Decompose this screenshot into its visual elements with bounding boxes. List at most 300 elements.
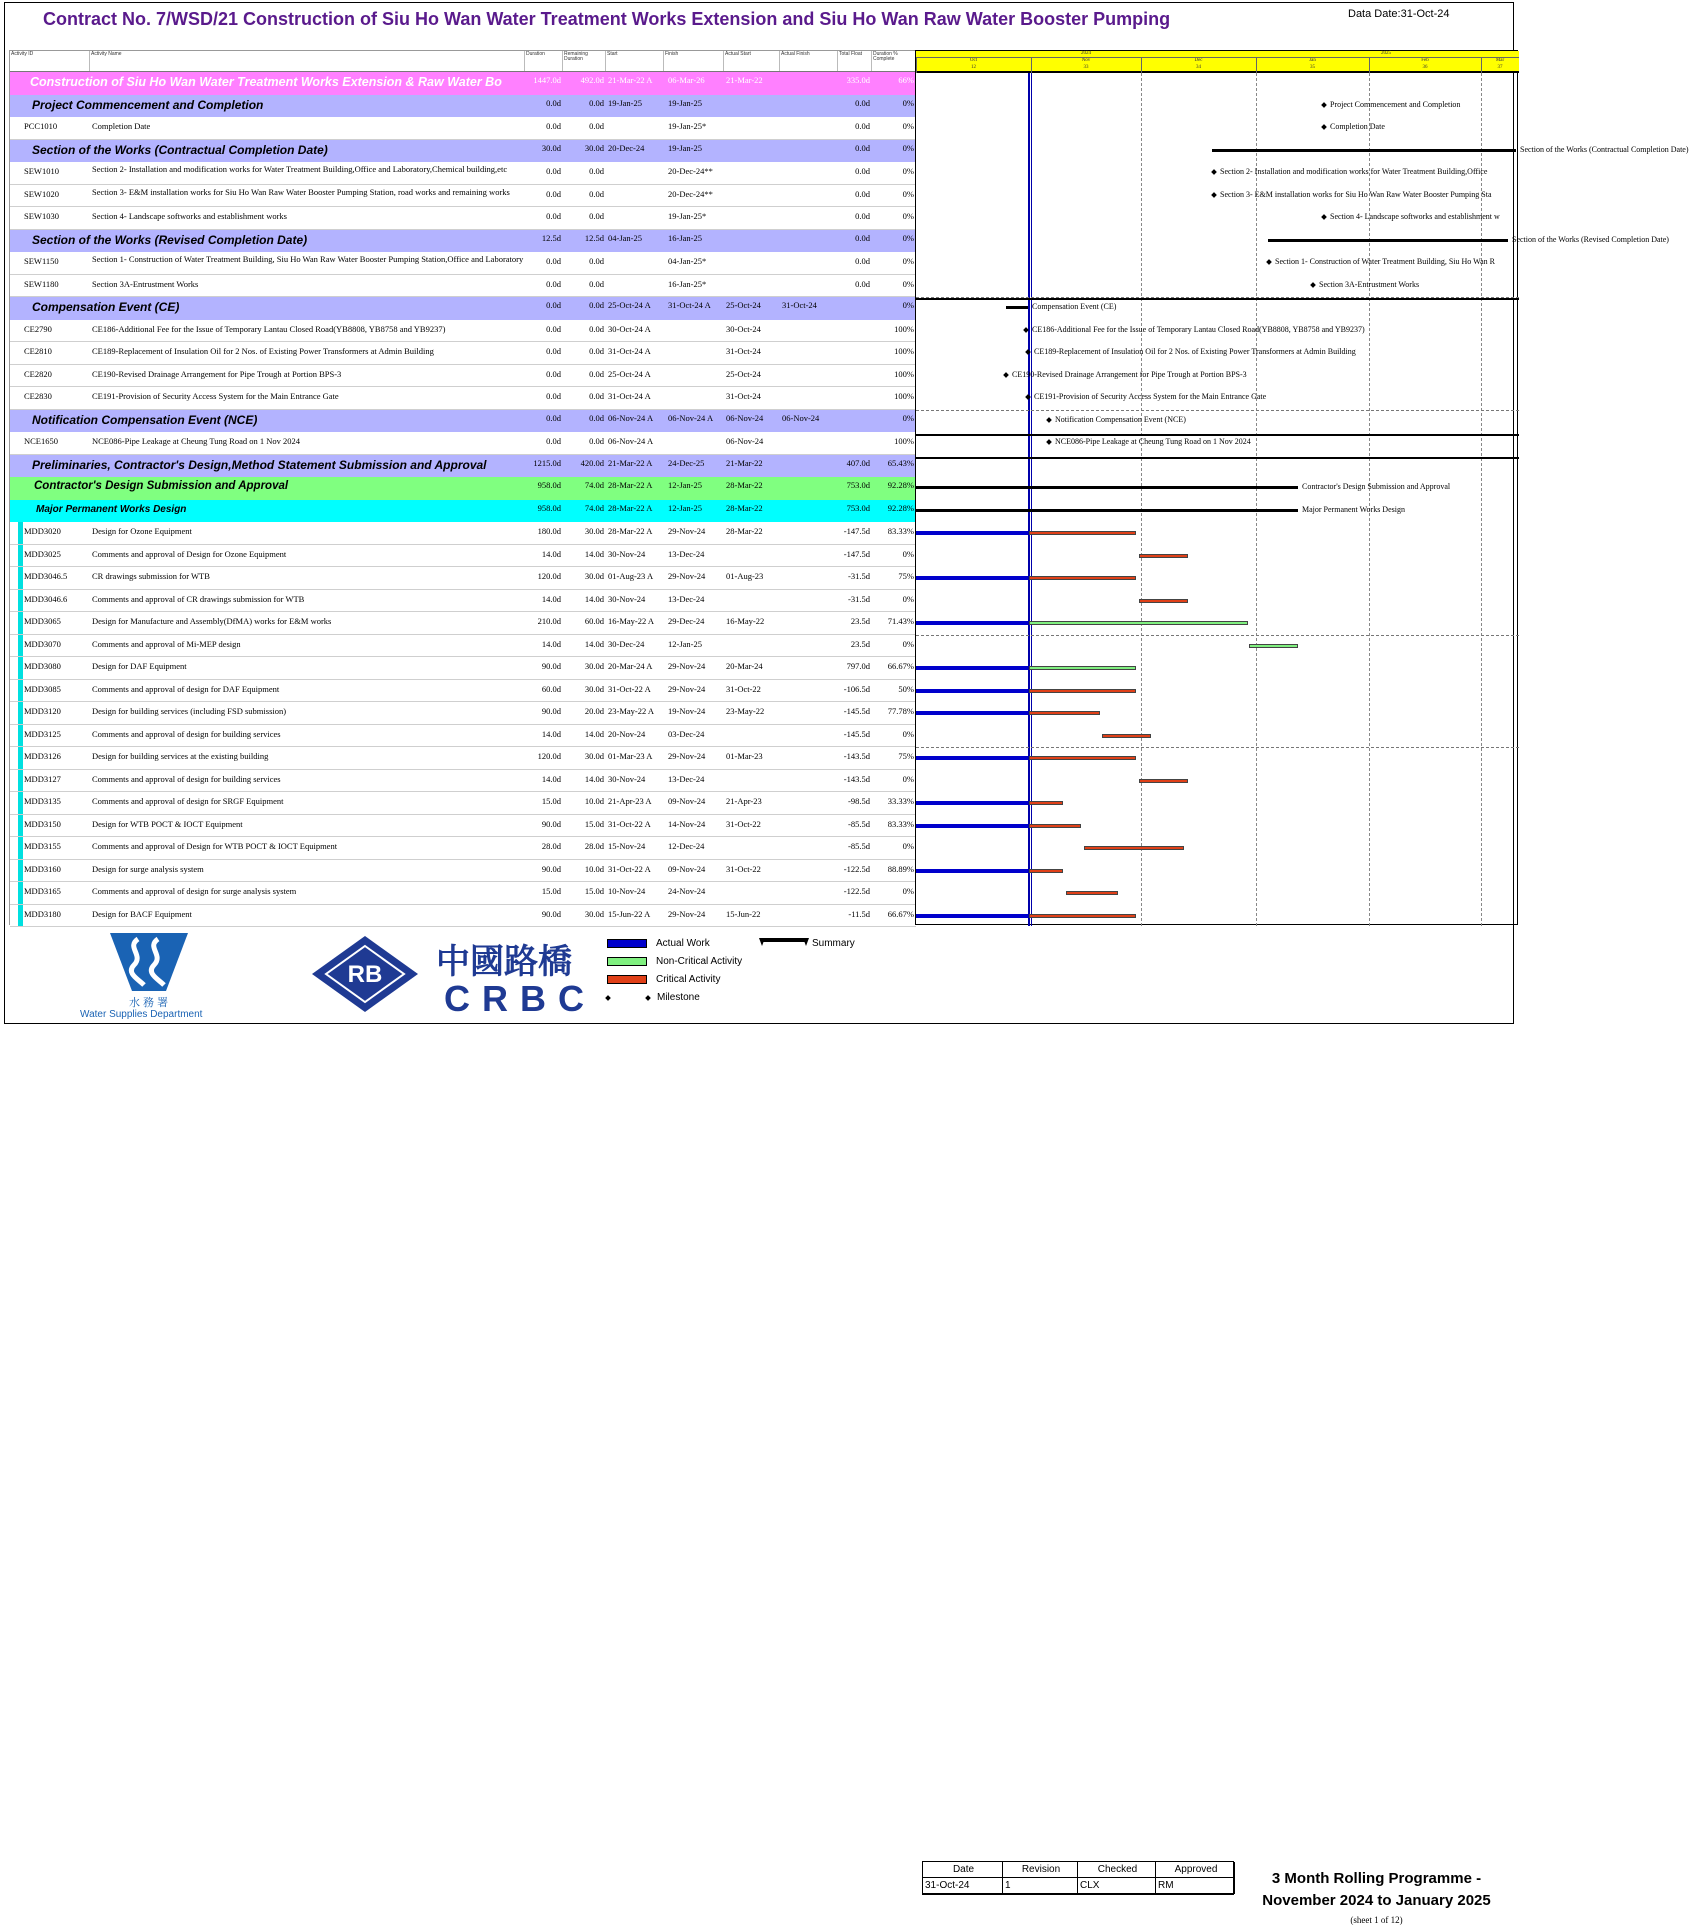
cell-rem: 74.0d <box>584 502 604 513</box>
cell-tf: 753.0d <box>846 480 870 490</box>
table-row[interactable] <box>10 747 916 770</box>
cell-name: Section of the Works (Revised Completion Date) <box>32 232 308 247</box>
wbs-band-row[interactable] <box>10 500 916 523</box>
critical-activity-bar[interactable] <box>1066 891 1118 895</box>
cell-tf <box>838 320 872 342</box>
cell-name: Section of the Works (Contractual Completion Date) <box>32 142 328 157</box>
actual-work-bar[interactable] <box>916 756 1028 760</box>
cell-tf: 0.0d <box>855 232 870 243</box>
cell-finish <box>664 387 724 409</box>
actual-work-bar[interactable] <box>916 666 1028 670</box>
table-row[interactable] <box>10 905 916 928</box>
cell-start: 10-Nov-24 <box>608 886 646 896</box>
summary-bar[interactable] <box>916 509 1298 512</box>
cell-as: 31-Oct-24 <box>726 346 761 356</box>
milestone-icon[interactable] <box>1321 102 1327 108</box>
cell-finish: 12-Jan-25 <box>668 638 702 649</box>
cell-finish: 06-Nov-24 A <box>668 412 714 423</box>
cell-dur: 1215.0d <box>533 457 561 468</box>
cell-as <box>724 252 780 274</box>
table-row[interactable] <box>10 545 916 568</box>
column-header: Activity Name <box>90 51 525 72</box>
table-row[interactable] <box>10 522 916 545</box>
wbs-band-row[interactable] <box>10 297 916 320</box>
table-row[interactable] <box>10 365 916 388</box>
gantt-separator <box>916 457 1519 459</box>
milestone-icon[interactable] <box>1046 417 1052 423</box>
timescale-tick <box>1369 57 1370 73</box>
cell-name: Section 3- E&M installation works for Siu Ho Wan Raw Water Booster Pumping Station, road works and remaining works <box>92 186 510 197</box>
timescale-week: 35 <box>1310 65 1315 70</box>
cell-af <box>780 230 838 253</box>
critical-activity-bar[interactable] <box>1084 846 1184 850</box>
gantt-gridline <box>1369 73 1370 926</box>
cell-pct: 0% <box>902 121 914 131</box>
cell-pct: 83.33% <box>887 526 914 536</box>
cell-pct: 0% <box>902 166 914 176</box>
wbs-band-row[interactable] <box>10 72 916 95</box>
cell-name: Preliminaries, Contractor's Design,Method Statement Submission and Approval <box>32 457 487 472</box>
cell-tf <box>838 365 872 387</box>
gantt-label: CE186-Additional Fee for the Issue of Temporary Lantau Closed Road(YB8808, YB8758 and YB9237) <box>1032 324 1365 334</box>
cell-start: 04-Jan-25 <box>608 232 642 243</box>
cell-finish: 09-Nov-24 <box>668 796 706 806</box>
cell-as: 21-Mar-22 <box>726 75 763 85</box>
cell-tf <box>838 387 872 409</box>
cell-tf: -11.5d <box>848 908 870 919</box>
wbs-band-row[interactable] <box>10 140 916 163</box>
cell-start: 31-Oct-22 A <box>608 863 651 874</box>
gantt-gridline <box>1141 73 1142 926</box>
milestone-icon[interactable] <box>1046 439 1052 445</box>
cell-tf: 0.0d <box>855 97 870 108</box>
wbs-band-row[interactable] <box>10 455 916 478</box>
cell-dur: 14.0d <box>541 728 561 739</box>
critical-activity-bar[interactable] <box>1029 689 1136 693</box>
cell-as: 28-Mar-22 <box>726 502 763 513</box>
critical-activity-bar[interactable] <box>1029 531 1136 535</box>
table-row[interactable] <box>10 680 916 703</box>
cell-af <box>780 477 838 500</box>
cell-af <box>780 275 838 297</box>
gantt-label: Section 1- Construction of Water Treatment Building, Siu Ho Wan R <box>1275 257 1495 266</box>
critical-activity-bar[interactable] <box>1139 779 1188 783</box>
cell-name: Comments and approval of design for SRGF Equipment <box>92 796 284 806</box>
cell-name: Section 4- Landscape softworks and establishment works <box>92 211 287 221</box>
cell-start: 20-Nov-24 <box>608 728 646 739</box>
gantt-chart <box>915 50 1689 925</box>
cell-name: Compensation Event (CE) <box>32 300 180 314</box>
cell-af <box>780 252 838 274</box>
programme-sheet <box>4 2 1689 1024</box>
cell-finish: 20-Dec-24** <box>668 188 713 199</box>
cell-dur: 0.0d <box>546 412 561 423</box>
summary-bar[interactable] <box>1212 149 1516 152</box>
table-row[interactable] <box>10 275 916 298</box>
revision-value: CLX <box>1078 1878 1156 1894</box>
cell-pct: 100% <box>894 368 914 379</box>
cell-pct: 0% <box>902 232 914 243</box>
cell-tf: 23.5d <box>850 616 870 626</box>
milestone-icon[interactable] <box>1211 169 1217 175</box>
cell-dur: 0.0d <box>546 323 561 334</box>
cell-name: Major Permanent Works Design <box>36 503 187 515</box>
cell-as: 20-Mar-24 <box>726 661 763 671</box>
cell-af <box>780 612 838 634</box>
cell-rem: 0.0d <box>589 166 604 176</box>
timescale-tick <box>1031 57 1032 73</box>
actual-work-bar[interactable] <box>916 869 1028 873</box>
cell-name: Comments and approval of design for surge analysis system <box>92 886 297 896</box>
gantt-label: Contractor's Design Submission and Approval <box>1302 482 1451 491</box>
cell-pct: 0% <box>902 593 914 604</box>
cell-rem: 0.0d <box>589 323 604 334</box>
cell-af <box>780 365 838 387</box>
cell-dur: 14.0d <box>541 593 561 604</box>
milestone-icon[interactable] <box>1321 124 1327 130</box>
cell-pct: 75% <box>898 751 914 761</box>
cell-id: MDD3165 <box>24 886 61 896</box>
timescale-divider <box>916 57 1519 58</box>
cell-start <box>606 117 664 139</box>
timescale-week: 12 <box>971 65 976 70</box>
cell-dur: 60.0d <box>541 683 561 694</box>
cell-id: SEW1150 <box>24 256 59 266</box>
cell-finish: 12-Jan-25 <box>668 502 702 513</box>
cell-tf: -122.5d <box>843 886 870 896</box>
timescale-month: Oct <box>969 58 978 63</box>
cell-as: 25-Oct-24 <box>726 368 761 379</box>
cell-tf: 0.0d <box>855 188 870 199</box>
timescale-year: 2024 <box>1081 51 1091 56</box>
cell-rem: 0.0d <box>589 300 604 310</box>
cell-as <box>724 770 780 792</box>
gantt-label: Section 3A-Entrustment Works <box>1319 279 1420 289</box>
gantt-label: Section 3- E&M installation works for Siu Ho Wan Raw Water Booster Pumping Sta <box>1220 189 1492 199</box>
milestone-icon[interactable] <box>1266 259 1272 265</box>
cell-pct: 71.43% <box>887 616 914 626</box>
cell-pct: 100% <box>894 323 914 334</box>
cell-start: 30-Nov-24 <box>608 773 646 784</box>
cell-af <box>780 72 838 95</box>
programme-title: 3 Month Rolling Programme - November 2024 to January 2025 <box>1262 1870 1491 1909</box>
cell-tf <box>838 410 872 433</box>
cell-tf: -122.5d <box>843 863 870 874</box>
cell-as: 21-Apr-23 <box>726 796 762 806</box>
milestone-icon[interactable] <box>1310 282 1316 288</box>
actual-work-bar[interactable] <box>916 576 1028 580</box>
cell-dur: 120.0d <box>537 751 561 761</box>
cell-name: Design for building services at the existing building <box>92 751 269 761</box>
gantt-row-divider <box>916 635 1519 636</box>
summary-bar[interactable] <box>1006 306 1028 309</box>
actual-work-swatch <box>607 939 647 948</box>
cell-start: 31-Oct-24 A <box>608 346 651 356</box>
cell-id: SEW1020 <box>24 188 59 199</box>
cell-tf: -85.5d <box>848 818 870 829</box>
cell-dur: 90.0d <box>541 908 561 919</box>
cell-as: 23-May-22 <box>726 706 765 716</box>
legend-summary: Summary <box>812 938 855 949</box>
cell-tf: 753.0d <box>846 502 870 513</box>
critical-activity-bar[interactable] <box>1029 756 1136 760</box>
activity-table <box>9 50 915 925</box>
cell-af <box>780 590 838 612</box>
cell-af <box>780 567 838 589</box>
cell-start <box>606 252 664 274</box>
cell-id: MDD3180 <box>24 908 61 919</box>
critical-activity-bar[interactable] <box>1029 711 1100 715</box>
timescale-month: Dec <box>1194 58 1203 63</box>
cell-dur: 0.0d <box>546 346 561 356</box>
table-row[interactable] <box>10 702 916 725</box>
table-row[interactable] <box>10 342 916 365</box>
table-row[interactable] <box>10 815 916 838</box>
cell-start: 01-Mar-23 A <box>608 751 653 761</box>
table-row[interactable] <box>10 837 916 860</box>
cell-finish: 29-Nov-24 <box>668 683 706 694</box>
column-header: Activity ID <box>10 51 90 72</box>
cell-name: Comments and approval of design for DAF Equipment <box>92 683 280 694</box>
actual-work-bar[interactable] <box>916 801 1028 805</box>
cell-finish: 29-Nov-24 <box>668 526 706 536</box>
cell-finish <box>664 342 724 364</box>
cell-af <box>780 207 838 229</box>
cell-id: MDD3150 <box>24 818 61 829</box>
cell-finish <box>664 320 724 342</box>
critical-activity-bar[interactable] <box>1029 824 1081 828</box>
cell-rem: 30.0d <box>584 142 604 153</box>
cell-as: 31-Oct-24 <box>726 391 761 401</box>
gantt-gridline <box>1481 73 1482 926</box>
milestone-icon[interactable] <box>1003 372 1009 378</box>
cell-dur: 90.0d <box>541 661 561 671</box>
cell-start: 23-May-22 A <box>608 706 655 716</box>
cell-dur: 0.0d <box>546 211 561 221</box>
cell-finish: 12-Jan-25 <box>668 480 702 490</box>
wbs-band-row[interactable] <box>10 230 916 253</box>
cell-finish: 31-Oct-24 A <box>668 300 711 310</box>
cell-dur: 0.0d <box>546 436 561 446</box>
cell-start: 06-Nov-24 A <box>608 412 654 423</box>
cell-id: MDD3046.5 <box>24 571 68 581</box>
gantt-gridline <box>1031 73 1032 926</box>
timescale-month: Nov <box>1081 58 1091 63</box>
wbs-band-row[interactable] <box>10 477 916 500</box>
cell-pct: 0% <box>902 412 914 423</box>
cell-tf: -143.5d <box>843 751 870 761</box>
table-row[interactable] <box>10 387 916 410</box>
gantt-row-divider <box>916 410 1519 411</box>
actual-work-bar[interactable] <box>916 621 1028 625</box>
cell-start: 30-Nov-24 <box>608 548 646 559</box>
cell-start: 20-Mar-24 A <box>608 661 653 671</box>
cell-tf: -145.5d <box>843 706 870 716</box>
revision-header: Revision <box>1003 1862 1078 1878</box>
cell-name: CE186-Additional Fee for the Issue of Temporary Lantau Closed Road(YB8808, YB8758 and YB9237) <box>92 323 446 334</box>
cell-start: 25-Oct-24 A <box>608 368 651 379</box>
cell-af <box>780 320 838 342</box>
table-row[interactable] <box>10 657 916 680</box>
cell-rem: 14.0d <box>584 773 604 784</box>
wsd-chinese-name: 水 務 署 <box>129 997 169 1009</box>
cell-id: MDD3065 <box>24 616 61 626</box>
critical-activity-bar[interactable] <box>1029 801 1063 805</box>
timescale-year: 2025 <box>1381 51 1391 56</box>
cell-pct: 0% <box>902 886 914 896</box>
cell-rem: 420.0d <box>580 457 604 468</box>
cell-af <box>780 545 838 567</box>
cell-name: CE190-Revised Drainage Arrangement for Pipe Trough at Portion BPS-3 <box>92 368 342 379</box>
gantt-label: Major Permanent Works Design <box>1302 504 1405 514</box>
cell-id: MDD3120 <box>24 706 61 716</box>
table-row[interactable] <box>10 320 916 343</box>
cell-tf <box>838 297 872 320</box>
critical-activity-bar[interactable] <box>1029 869 1063 873</box>
cell-dur: 0.0d <box>546 97 561 108</box>
cell-finish: 14-Nov-24 <box>668 818 706 829</box>
cell-name: Construction of Siu Ho Wan Water Treatment Works Extension & Raw Water Bo <box>30 75 502 89</box>
milestone-icon[interactable] <box>1211 192 1217 198</box>
cell-start: 20-Dec-24 <box>608 142 645 153</box>
data-date-line <box>1028 73 1030 926</box>
critical-activity-bar[interactable] <box>1029 914 1136 918</box>
cell-rem: 12.5d <box>584 232 604 243</box>
cell-as: 16-May-22 <box>726 616 765 626</box>
cell-pct: 0% <box>902 142 914 153</box>
table-row[interactable] <box>10 860 916 883</box>
table-row[interactable] <box>10 207 916 230</box>
cell-as: 31-Oct-22 <box>726 818 761 829</box>
actual-work-bar[interactable] <box>916 824 1028 828</box>
table-row[interactable] <box>10 882 916 905</box>
wbs-band-row[interactable] <box>10 95 916 118</box>
cell-finish: 03-Dec-24 <box>668 728 705 739</box>
cell-finish: 29-Nov-24 <box>668 908 706 919</box>
cell-tf: 0.0d <box>855 211 870 221</box>
cell-tf: -147.5d <box>843 526 870 536</box>
cell-pct: 100% <box>894 346 914 356</box>
critical-activity-bar[interactable] <box>1102 734 1151 738</box>
actual-work-bar[interactable] <box>916 689 1028 693</box>
gantt-row-divider <box>916 747 1519 748</box>
cell-id: MDD3020 <box>24 526 61 536</box>
cell-af <box>780 860 838 882</box>
summary-bar[interactable] <box>916 486 1298 489</box>
cell-id: NCE1650 <box>24 436 58 446</box>
table-row[interactable] <box>10 432 916 455</box>
table-row[interactable] <box>10 185 916 208</box>
non-critical-activity-bar[interactable] <box>1029 666 1136 670</box>
cell-pct: 0% <box>902 841 914 851</box>
cell-af <box>780 770 838 792</box>
non-critical-activity-bar[interactable] <box>1249 644 1298 648</box>
cell-finish: 29-Nov-24 <box>668 571 706 581</box>
cell-dur: 15.0d <box>541 886 561 896</box>
cell-rem: 20.0d <box>584 706 604 716</box>
cell-start: 28-Mar-22 A <box>608 502 653 513</box>
cell-start: 21-Mar-22 A <box>608 457 653 468</box>
non-critical-activity-bar[interactable] <box>1029 621 1248 625</box>
cell-start: 15-Jun-22 A <box>608 908 651 919</box>
table-row[interactable] <box>10 725 916 748</box>
cell-tf: 335.0d <box>846 75 870 85</box>
milestone-icon[interactable] <box>1321 214 1327 220</box>
timescale <box>916 51 1519 73</box>
cell-af <box>780 747 838 769</box>
table-row[interactable] <box>10 612 916 635</box>
cell-as <box>724 207 780 229</box>
table-row[interactable] <box>10 567 916 590</box>
cell-id: CE2830 <box>24 391 52 401</box>
cell-tf: -98.5d <box>848 796 870 806</box>
cell-finish: 19-Jan-25 <box>668 97 702 108</box>
summary-bar[interactable] <box>1268 239 1508 242</box>
critical-activity-bar[interactable] <box>1139 599 1188 603</box>
actual-work-bar[interactable] <box>916 531 1028 535</box>
cell-tf <box>838 342 872 364</box>
critical-activity-bar[interactable] <box>1139 554 1188 558</box>
cell-start: 15-Nov-24 <box>608 841 646 851</box>
cell-dur: 90.0d <box>541 863 561 874</box>
table-row[interactable] <box>10 792 916 815</box>
cell-pct: 75% <box>898 571 914 581</box>
cell-rem: 0.0d <box>589 256 604 266</box>
cell-dur: 210.0d <box>537 616 561 626</box>
cell-id: MDD3125 <box>24 728 61 739</box>
cell-name: Comments and approval of Mi-MEP design <box>92 638 241 649</box>
column-header: Duration <box>525 51 563 72</box>
cell-id: CE2790 <box>24 323 52 334</box>
cell-start: 19-Jan-25 <box>608 97 642 108</box>
table-row[interactable] <box>10 635 916 658</box>
cell-name: Comments and approval of design for building services <box>92 728 281 739</box>
cell-rem: 14.0d <box>584 728 604 739</box>
cell-dur: 1447.0d <box>533 75 561 85</box>
legend-actual-work: Actual Work <box>656 938 710 949</box>
cell-start <box>606 275 664 297</box>
cell-name: Design for Manufacture and Assembly(DfMA) works for E&M works <box>92 616 332 626</box>
critical-activity-bar[interactable] <box>1029 576 1136 580</box>
table-row[interactable] <box>10 770 916 793</box>
cell-start: 28-Mar-22 A <box>608 480 653 490</box>
cell-name: Section 2- Installation and modification works for Water Treatment Building,Office and Laboratory,Chemical building,etc <box>92 164 508 174</box>
cell-as <box>724 882 780 904</box>
cell-as <box>724 95 780 118</box>
timescale-tick <box>1481 57 1482 73</box>
actual-work-bar[interactable] <box>916 914 1028 918</box>
wbs-band-row[interactable] <box>10 410 916 433</box>
cell-dur: 120.0d <box>537 571 561 581</box>
gantt-label: Compensation Event (CE) <box>1032 302 1117 311</box>
milestone-icon <box>645 995 651 1001</box>
table-row[interactable] <box>10 590 916 613</box>
table-row[interactable] <box>10 252 916 275</box>
cell-finish: 20-Dec-24** <box>668 166 713 176</box>
revision-value: 31-Oct-24 <box>923 1878 1003 1894</box>
cell-as <box>724 140 780 163</box>
gantt-label: CE191-Provision of Security Access System for the Main Entrance Gate <box>1034 392 1267 401</box>
table-row[interactable] <box>10 162 916 185</box>
cell-af <box>780 500 838 523</box>
actual-work-bar[interactable] <box>916 711 1028 715</box>
timescale-month: Jan <box>1309 58 1316 63</box>
cell-id: PCC1010 <box>24 121 58 131</box>
cell-pct: 92.28% <box>887 480 914 490</box>
table-row[interactable] <box>10 117 916 140</box>
cell-name: NCE086-Pipe Leakage at Cheung Tung Road on 1 Nov 2024 <box>92 436 300 446</box>
cell-start: 31-Oct-22 A <box>608 818 651 829</box>
